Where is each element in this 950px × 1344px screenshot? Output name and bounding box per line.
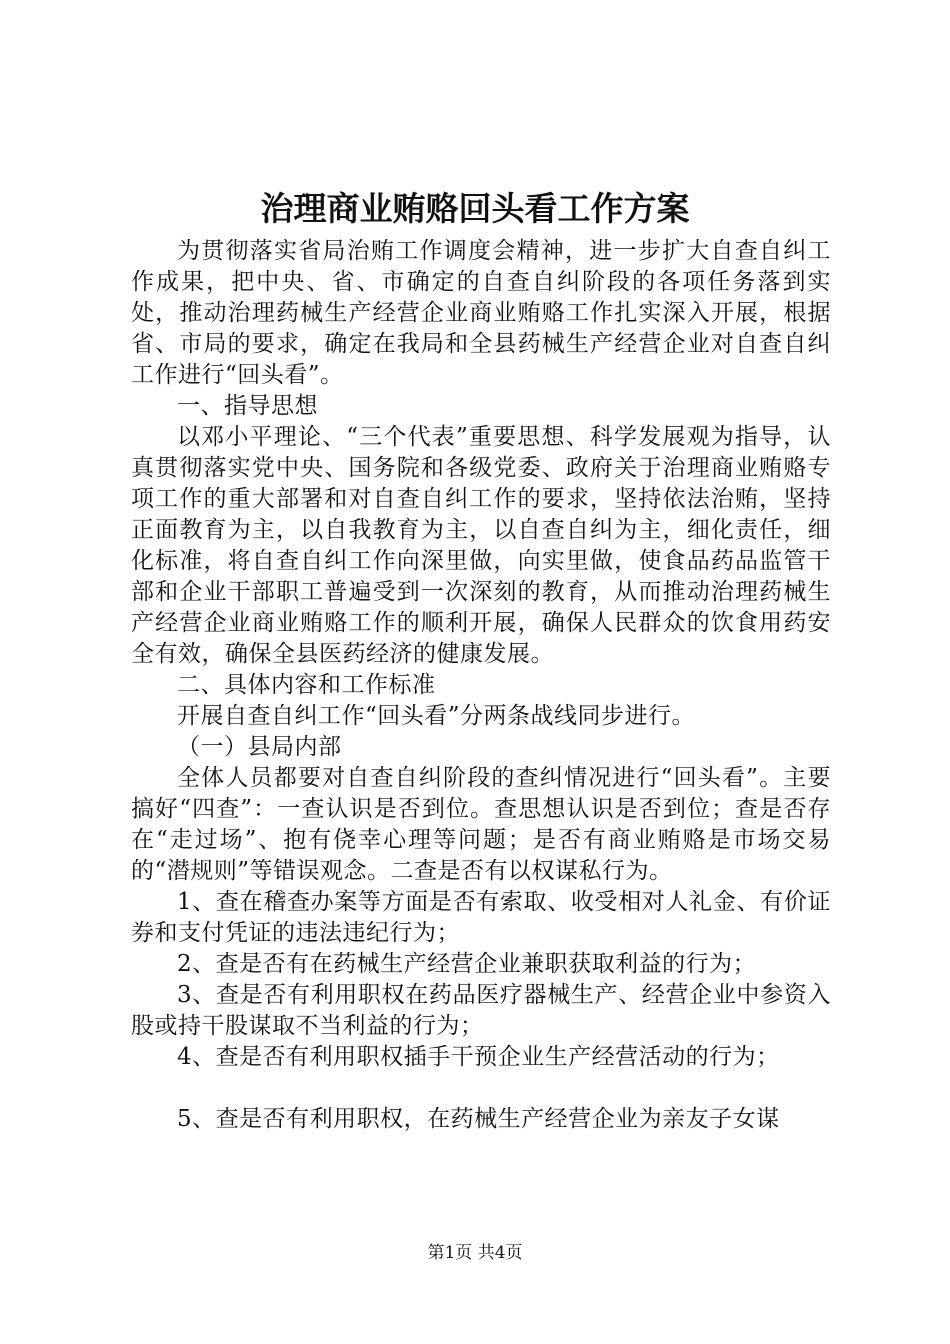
list-item-5: 5、查是否有利用职权，在药械生产经营企业为亲友子女谋 (177, 1106, 780, 1132)
section-heading-content-standards: 二、具体内容和工作标准 (177, 672, 436, 698)
paragraph-intro: 为贯彻落实省局治贿工作调度会精神，进一步扩大自查自纠工作成果，把中央、省、市确定的自查自纠阶段的各项任务落到实处，推动治理药械生产经营企业商业贿赂工作扎实深入开展，根据省、市局的要求，确定在我局和全县药械生产经营企业对自查自纠工作进行“回头看”。 (131, 238, 831, 388)
list-item-1: 1、查在稽查办案等方面是否有索取、收受相对人礼金、有价证券和支付凭证的违法违纪行为； (131, 889, 831, 946)
list-item-2: 2、查是否有在药械生产经营企业兼职获取利益的行为； (177, 951, 757, 977)
section-heading-guiding-thought: 一、指导思想 (177, 393, 318, 419)
list-item-3: 3、查是否有利用职权在药品医疗器械生产、经营企业中参资入股或持干股谋取不当利益的行为； (131, 982, 831, 1039)
paragraph-two-fronts: 开展自查自纠工作“回头看”分两条战线同步进行。 (177, 703, 696, 729)
subsection-heading-internal: （一）县局内部 (177, 734, 342, 760)
list-item-4: 4、查是否有利用职权插手干预企业生产经营活动的行为； (177, 1044, 780, 1070)
document-title: 治理商业贿赂回头看工作方案 (260, 189, 690, 228)
document-body (131, 236, 831, 1135)
paragraph-four-checks: 全体人员都要对自查自纠阶段的查纠情况进行“回头看”。主要搞好“四查”：一查认识是否到位。查思想认识是否到位；查是否存在“走过场”、抱有侥幸心理等问题；是否有商业贿赂是市场交易的“潜规则”等错误观念。二查是否有以权谋私行为。 (131, 765, 831, 884)
page-number-footer: 第1页 共4页 (427, 1243, 523, 1263)
paragraph-guiding-thought: 以邓小平理论、“三个代表”重要思想、科学发展观为指导，认真贯彻落实党中央、国务院和各级党委、政府关于治理商业贿赂专项工作的重大部署和对自查自纠工作的要求，坚持依法治贿，坚持正面教育为主，以自我教育为主，以自查自纠为主，细化责任，细化标准，将自查自纠工作向深里做，向实里做，使食品药品监管干部和企业干部职工普遍受到一次深刻的教育，从而推动治理药械生产经营企业商业贿赂工作的顺利开展，确保人民群众的饮食用药安全有效，确保全县医药经济的健康发展。 (131, 424, 831, 667)
